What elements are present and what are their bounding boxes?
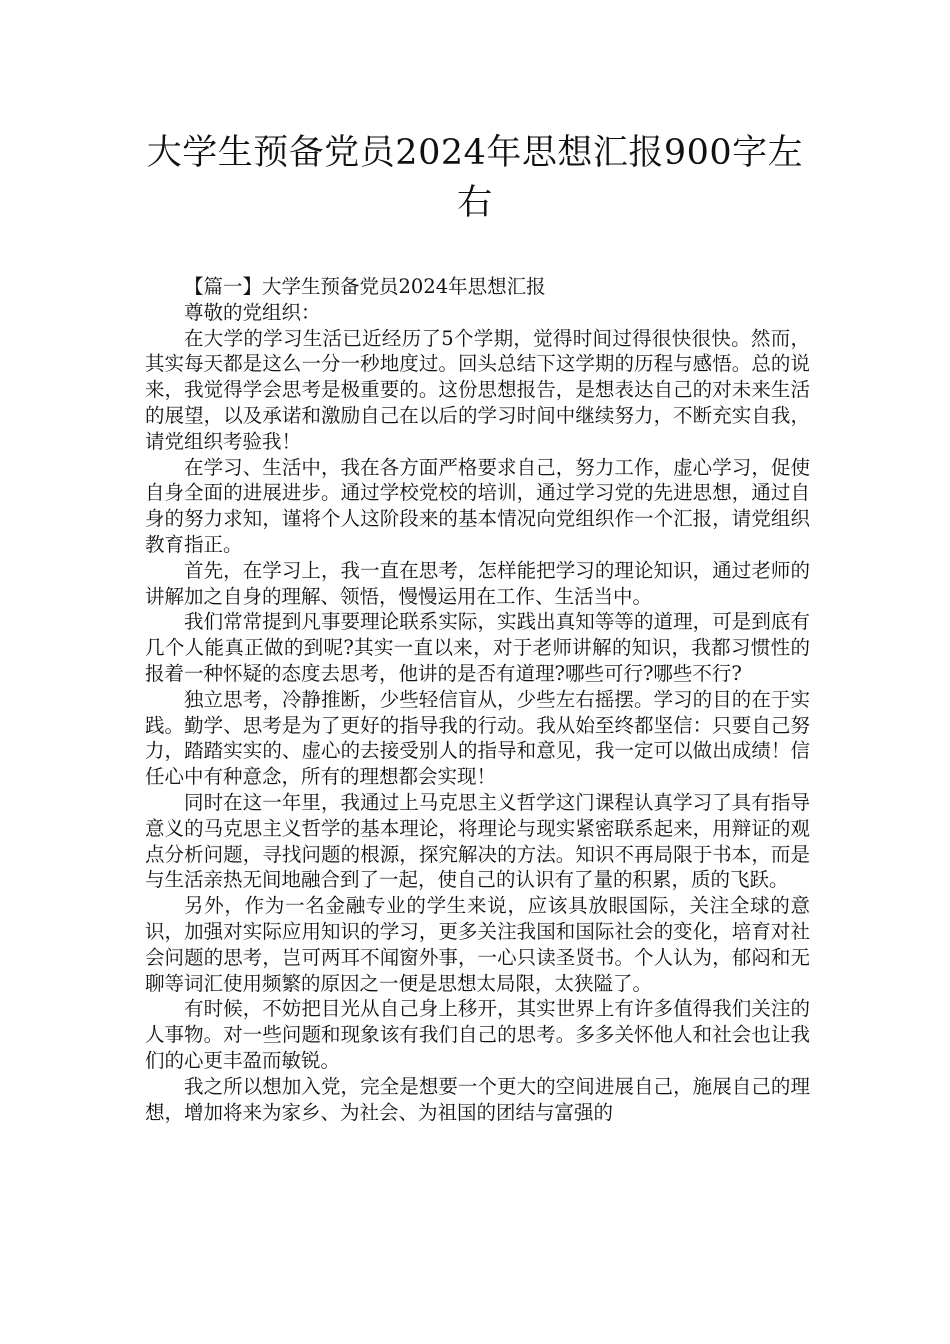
paragraph: 独立思考，冷静推断，少些轻信盲从，少些左右摇摆。学习的目的在于实践。勤学、思考是为了更好的指导我的行动。我从始至终都坚信：只要自己努力，踏踏实实的、虚心的去接受别人的指导和意见，我一定可以做出成绩！信任心中有种意念，所有的理想都会实现！	[145, 687, 810, 789]
document-title: 大学生预备党员2024年思想汇报900字左右	[146, 133, 804, 223]
paragraph: 另外，作为一名金融专业的学生来说，应该具放眼国际，关注全球的意识，加强对实际应用知识的学习，更多关注我国和国际社会的变化，培育对社会问题的思考，岂可两耳不闻窗外事，一心只读圣贤书。个人认为，郁闷和无聊等词汇使用频繁的原因之一便是思想太局限，太狭隘了。	[145, 894, 810, 995]
document-body	[145, 274, 810, 1125]
paragraph: 有时候，不妨把目光从自己身上移开，其实世界上有许多值得我们关注的人事物。对一些问题和现象该有我们自己的思考。多多关怀他人和社会也让我们的心更丰盈而敏锐。	[145, 997, 810, 1072]
salutation: 尊敬的党组织：	[184, 300, 321, 324]
paragraph: 我之所以想加入党，完全是想要一个更大的空间进展自己，施展自己的理想，增加将来为家乡、为社会、为祖国的团结与富强的	[145, 1074, 810, 1124]
paragraph: 在学习、生活中，我在各方面严格要求自己，努力工作，虚心学习，促使自身全面的进展进步。通过学校党校的培训，通过学习党的先进思想，通过自身的努力求知，谨将个人这阶段来的基本情况向党组织作一个汇报，请党组织教育指正。	[145, 455, 810, 556]
paragraph: 我们常常提到凡事要理论联系实际，实践出真知等等的道理，可是到底有几个人能真正做的到呢?其实一直以来，对于老师讲解的知识，我都习惯性的报着一种怀疑的态度去思考，他讲的是否有道理?哪些可行?哪些不行?	[145, 610, 810, 685]
section-heading: 【篇一】大学生预备党员2024年思想汇报	[184, 275, 546, 298]
paragraph: 在大学的学习生活已近经历了5个学期，觉得时间过得很快很快。然而，其实每天都是这么一分一秒地度过。回头总结下这学期的历程与感悟。总的说来，我觉得学会思考是极重要的。这份思想报告，是想表达自己的对未来生活的展望，以及承诺和激励自己在以后的学习时间中继续努力，不断充实自我，请党组织考验我！	[145, 326, 810, 453]
paragraph: 首先，在学习上，我一直在思考，怎样能把学习的理论知识，通过老师的讲解加之自身的理解、领悟，慢慢运用在工作、生活当中。	[145, 558, 810, 608]
paragraph: 同时在这一年里，我通过上马克思主义哲学这门课程认真学习了具有指导意义的马克思主义哲学的基本理论，将理论与现实紧密联系起来，用辩证的观点分析问题，寻找问题的根源，探究解决的方法。知识不再局限于书本，而是与生活亲热无间地融合到了一起，使自己的认识有了量的积累，质的飞跃。	[145, 790, 810, 892]
